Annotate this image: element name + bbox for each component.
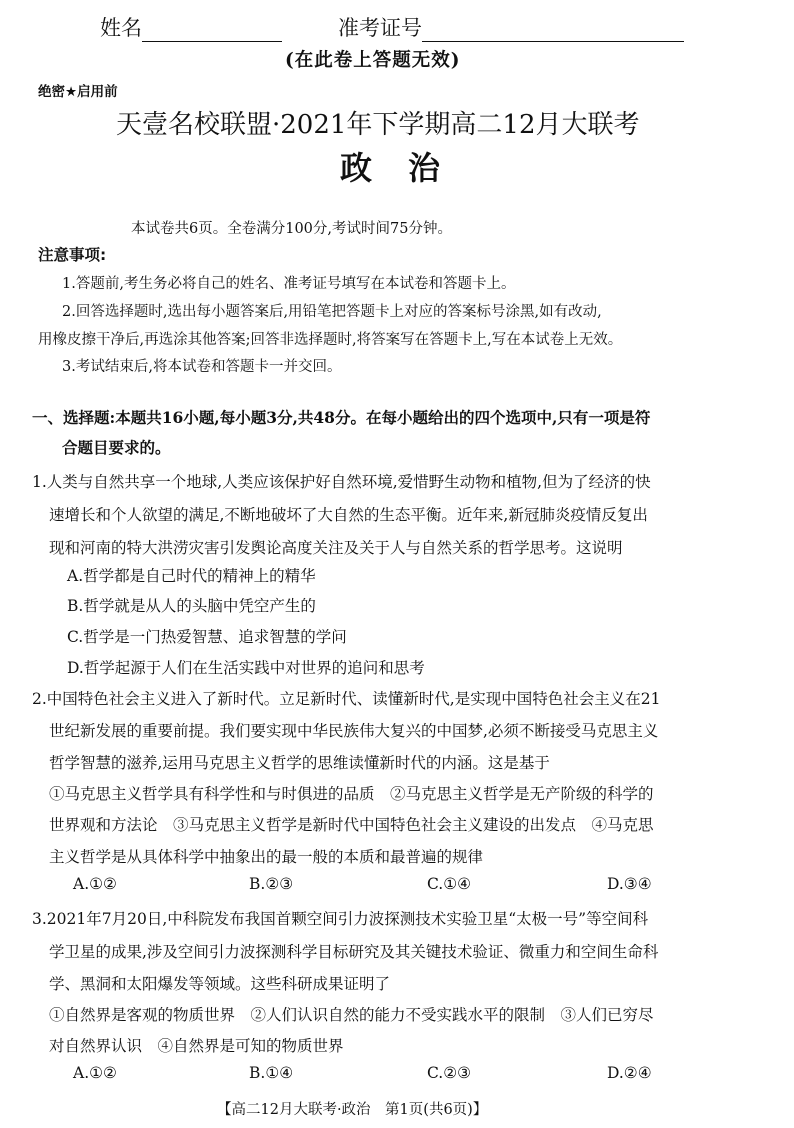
q1-option-a: A.哲学都是自己时代的精神上的精华	[67, 567, 316, 585]
q3-stem: 3.2021年7月20日,中科院发布我国首颗空间引力波探测技术实验卫星“太极一号”等空间科	[32, 910, 649, 928]
q2-statements: 世界观和方法论 ③马克思主义哲学是新时代中国特色社会主义建设的出发点 ④马克思	[49, 816, 654, 834]
q1-stem: 1.人类与自然共享一个地球,人类应该保护好自然环境,爱惜野生动物和植物,但为了经济的快	[32, 473, 651, 491]
section-heading-cont: 合题目要求的。	[62, 438, 171, 457]
q3-option-c: C.②③	[427, 1064, 472, 1082]
q1-stem: 现和河南的特大洪涝灾害引发舆论高度关注及关于人与自然关系的哲学思考。这说明	[49, 539, 623, 557]
exam-title: 天壹名校联盟·2021年下学期高二12月大联考	[116, 110, 640, 140]
q2-statements: 主义哲学是从具体科学中抽象出的最一般的本质和最普遍的规律	[49, 848, 484, 866]
q2-stem: 世纪新发展的重要前提。我们要实现中华民族伟大复兴的中国梦,必须不断接受马克思主义	[49, 722, 659, 740]
name-label: 姓名	[100, 16, 142, 40]
id-label: 准考证号	[338, 16, 422, 40]
q1-option-b: B.哲学就是从人的头脑中凭空产生的	[67, 597, 316, 615]
note-item: 用橡皮擦干净后,再选涂其他答案;回答非选择题时,将答案写在答题卡上,写在本试卷上无效。	[38, 332, 623, 348]
notes-title: 注意事项:	[38, 246, 107, 264]
q2-option-d: D.③④	[607, 875, 652, 893]
secret-label: 绝密★启用前	[38, 84, 118, 100]
q2-option-b: B.②③	[249, 875, 294, 893]
q2-statements: ①马克思主义哲学具有科学性和与时俱进的品质 ②马克思主义哲学是无产阶级的科学的	[49, 785, 654, 803]
name-blank	[142, 17, 282, 42]
page-footer: 【高二12月大联考·政治 第1页(共6页)】	[217, 1102, 488, 1118]
id-blank	[422, 17, 684, 42]
q3-statements: ①自然界是客观的物质世界 ②人们认识自然的能力不受实践水平的限制 ③人们已穷尽	[49, 1006, 654, 1024]
subject-title: 政 治	[340, 149, 443, 187]
note-item: 1.答题前,考生务必将自己的姓名、准考证号填写在本试卷和答题卡上。	[62, 276, 516, 292]
name-field-row	[100, 12, 282, 42]
invalid-note: (在此卷上答题无效)	[285, 50, 461, 71]
q2-stem: 哲学智慧的滋养,运用马克思主义哲学的思维读懂新时代的内涵。这是基于	[49, 754, 550, 772]
note-item: 2.回答选择题时,选出每小题答案后,用铅笔把答题卡上对应的答案标号涂黑,如有改动,	[62, 304, 602, 320]
q2-option-a: A.①②	[73, 875, 117, 893]
q3-stem: 学卫星的成果,涉及空间引力波探测科学目标研究及其关键技术验证、微重力和空间生命科	[49, 943, 659, 961]
q3-statements: 对自然界认识 ④自然界是可知的物质世界	[49, 1037, 344, 1055]
exam-info: 本试卷共6页。全卷满分100分,考试时间75分钟。	[131, 221, 452, 237]
q1-option-d: D.哲学起源于人们在生活实践中对世界的追问和思考	[67, 659, 425, 677]
q3-option-d: D.②④	[607, 1064, 652, 1082]
q3-stem: 学、黑洞和太阳爆发等领域。这些科研成果证明了	[49, 975, 391, 993]
q1-option-c: C.哲学是一门热爱智慧、追求智慧的学问	[67, 628, 347, 646]
note-item: 3.考试结束后,将本试卷和答题卡一并交回。	[62, 359, 342, 375]
section-heading: 一、选择题:本题共16小题,每小题3分,共48分。在每小题给出的四个选项中,只有一项是符	[32, 408, 651, 427]
q1-stem: 速增长和个人欲望的满足,不断地破坏了大自然的生态平衡。近年来,新冠肺炎疫情反复出	[49, 506, 648, 524]
q3-option-a: A.①②	[73, 1064, 117, 1082]
q2-option-c: C.①④	[427, 875, 472, 893]
q2-stem: 2.中国特色社会主义进入了新时代。立足新时代、读懂新时代,是实现中国特色社会主义在21	[32, 690, 661, 708]
q3-option-b: B.①④	[249, 1064, 294, 1082]
id-field-row	[338, 12, 684, 42]
